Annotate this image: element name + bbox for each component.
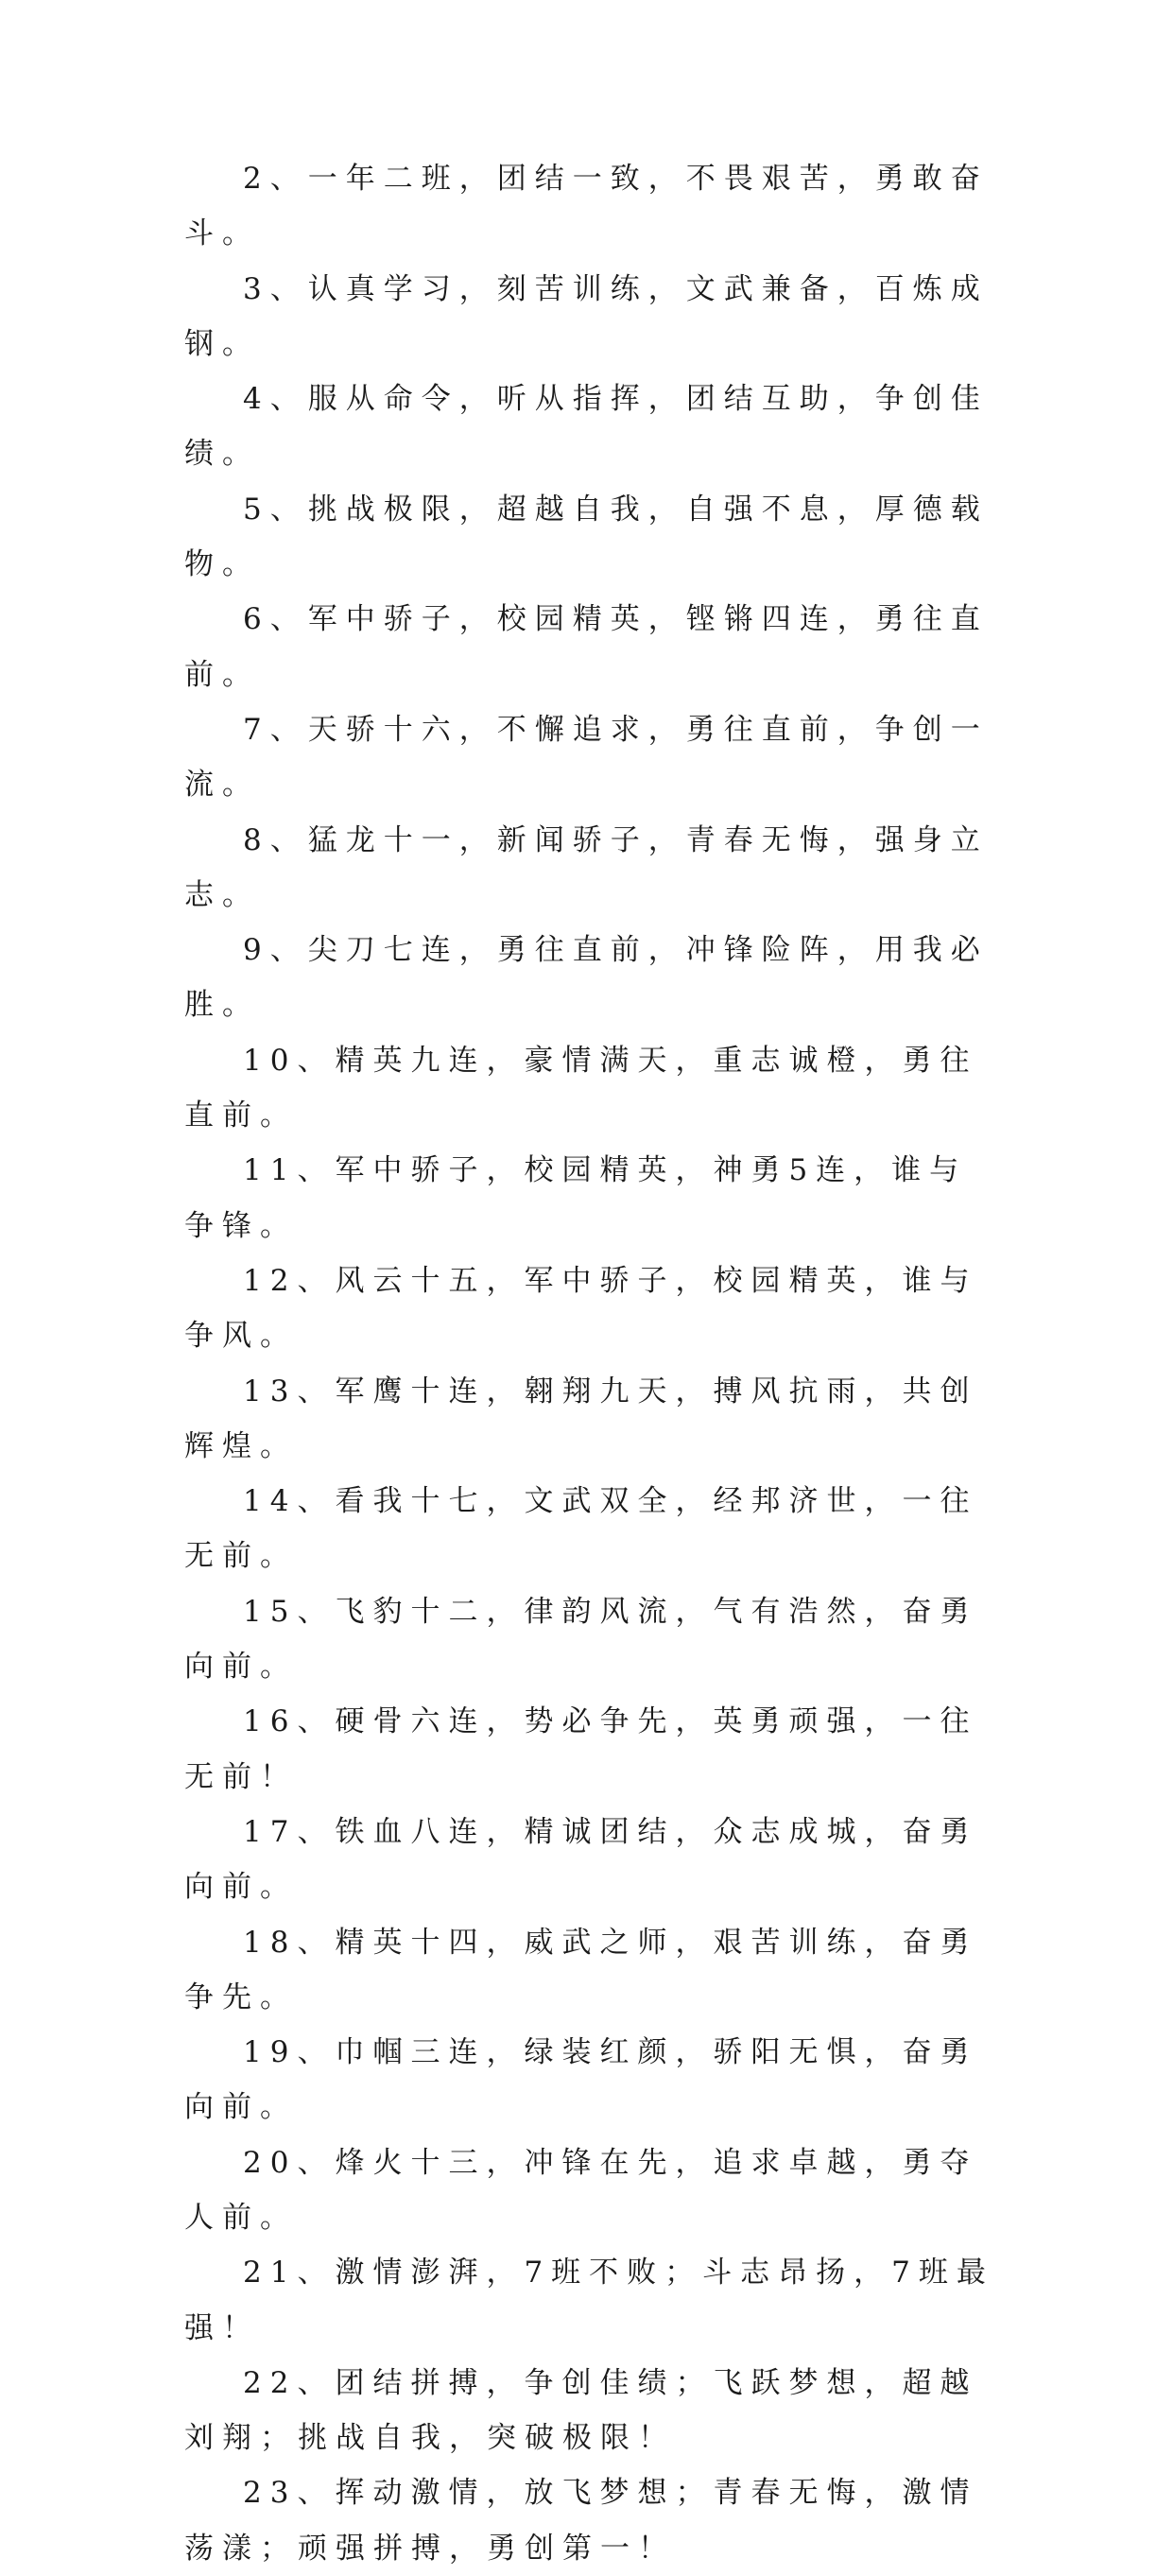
paragraph: 21、激情澎湃，7班不败；斗志昂扬，7班最强！ bbox=[184, 2256, 994, 2345]
paragraph: 16、硬骨六连，势必争先，英勇顽强，一往无前！ bbox=[184, 1704, 978, 1794]
paragraph: 8、猛龙十一，新闻骄子，青春无悔，强身立志。 bbox=[184, 822, 989, 912]
paragraph: 13、军鹰十连，翱翔九天，搏风抗雨，共创辉煌。 bbox=[184, 1374, 978, 1463]
paragraph: 14、看我十七，文武双全，经邦济世，一往无前。 bbox=[184, 1484, 978, 1574]
paragraph: 3、认真学习，刻苦训练，文武兼备，百炼成钢。 bbox=[184, 271, 989, 361]
paragraph: 7、天骄十六，不懈追求，勇往直前，争创一流。 bbox=[184, 712, 989, 803]
paragraph: 5、挑战极限，超越自我，自强不息，厚德载物。 bbox=[184, 492, 989, 582]
paragraph: 17、铁血八连，精诚团结，众志成城，奋勇向前。 bbox=[184, 1814, 978, 1905]
paragraph: 23、挥动激情，放飞梦想；青春无悔，激情荡漾；顽强拼搏，勇创第一！ bbox=[184, 2476, 978, 2566]
paragraph: 15、飞豹十二，律韵风流，气有浩然，奋勇向前。 bbox=[184, 1594, 978, 1685]
slogan-list bbox=[184, 151, 997, 2576]
paragraph: 12、风云十五，军中骄子，校园精英，谁与争风。 bbox=[184, 1263, 978, 1354]
paragraph: 22、团结拼搏，争创佳绩；飞跃梦想，超越刘翔；挑战自我，突破极限！ bbox=[184, 2365, 978, 2456]
paragraph: 19、巾帼三连，绿装红颜，骄阳无惧，奋勇向前。 bbox=[184, 2035, 978, 2125]
paragraph: 2、一年二班，团结一致，不畏艰苦，勇敢奋斗。 bbox=[184, 162, 989, 251]
paragraph: 20、烽火十三，冲锋在先，追求卓越，勇夺人前。 bbox=[184, 2145, 978, 2235]
paragraph: 4、服从命令，听从指挥，团结互助，争创佳绩。 bbox=[184, 382, 989, 472]
paragraph: 10、精英九连，豪情满天，重志诚橙，勇往直前。 bbox=[184, 1043, 978, 1133]
paragraph: 9、尖刀七连，勇往直前，冲锋险阵，用我必胜。 bbox=[184, 933, 989, 1023]
paragraph: 18、精英十四，威武之师，艰苦训练，奋勇争先。 bbox=[184, 1925, 978, 2014]
paragraph: 6、军中骄子，校园精英，铿锵四连，勇往直前。 bbox=[184, 602, 989, 692]
paragraph: 11、军中骄子，校园精英，神勇5连，谁与争锋。 bbox=[184, 1153, 968, 1243]
